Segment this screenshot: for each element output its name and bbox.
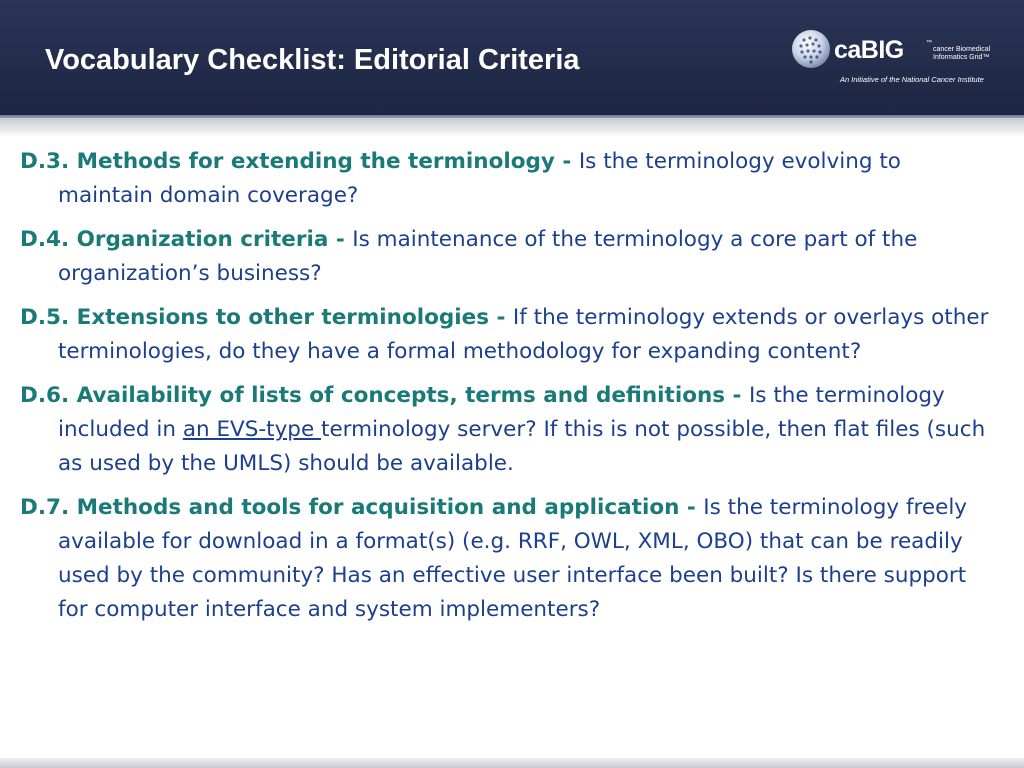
cabig-logo xyxy=(790,28,1005,88)
item-label: D.7. Methods and tools for acquisition and application - xyxy=(20,495,704,520)
item-label: D.6. Availability of lists of concepts, terms and definitions - xyxy=(20,383,749,408)
logo-tagline: An Initiative of the National Cancer Institute xyxy=(840,75,984,84)
checklist-item xyxy=(20,491,1000,627)
item-text: Is the terminology evolving to maintain domain coverage? xyxy=(58,149,901,208)
checklist-item xyxy=(20,379,1000,481)
checklist-body xyxy=(20,145,1000,637)
item-label: D.4. Organization criteria - xyxy=(20,227,353,252)
header-shadow-band xyxy=(0,118,1024,136)
item-text: If the terminology extends or overlays other terminologies, do they have a formal methodology for expanding content? xyxy=(58,305,989,364)
item-text-continued: terminology server? If this is not possible, then flat files (such as used by the UMLS) should be available. xyxy=(58,417,986,476)
header-bar xyxy=(0,0,1024,118)
item-label: D.3. Methods for extending the terminology - xyxy=(20,149,579,174)
checklist-item xyxy=(20,301,1000,369)
footer-divider xyxy=(0,758,1024,768)
checklist-item xyxy=(20,223,1000,291)
slide-title: Vocabulary Checklist: Editorial Criteria xyxy=(45,44,580,76)
evs-type-link[interactable]: an EVS-type xyxy=(182,417,322,442)
globe-icon xyxy=(790,28,832,70)
item-text: Is the terminology freely available for download in a format(s) (e.g. RRF, OWL, XML, OBO) that can be readily used by the community? Has an effective user interface been built? Is there support for computer interface and system implementers? xyxy=(58,495,968,622)
logo-subtitle: cancer Biomedical Informatics Grid™ xyxy=(933,46,991,61)
item-text: Is maintenance of the terminology a core part of the organization’s business? xyxy=(58,227,918,286)
checklist-item xyxy=(20,145,1000,213)
logo-trademark: ™ xyxy=(926,40,932,46)
logo-wordmark: caBIG xyxy=(834,36,904,64)
item-label: D.5. Extensions to other terminologies - xyxy=(20,305,513,330)
item-text: Is the terminology included in xyxy=(58,383,945,442)
